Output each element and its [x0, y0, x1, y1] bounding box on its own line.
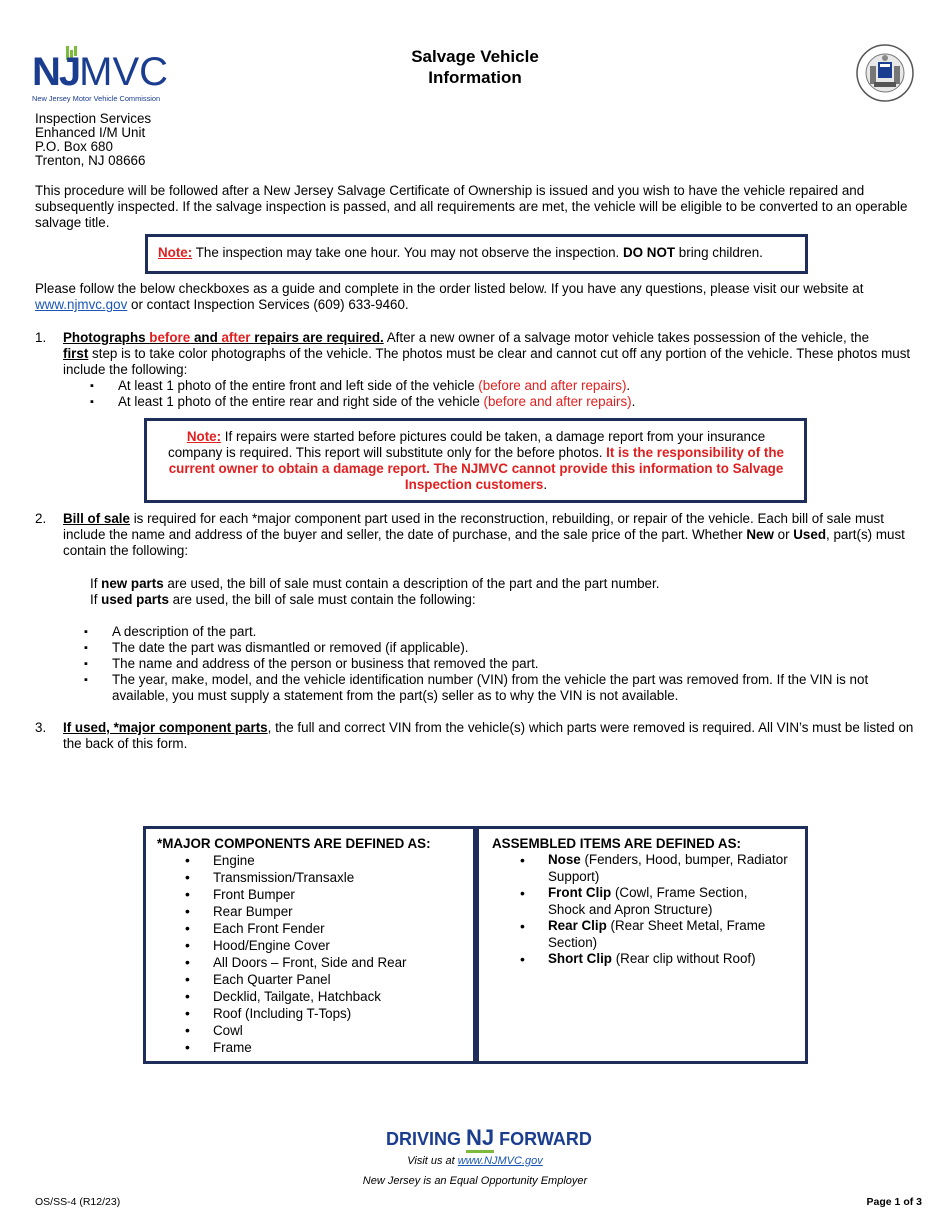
major-components-list [213, 852, 407, 1056]
list-item: ▪ At least 1 photo of the entire rear and right side of the vehicle (before and after repairs). [118, 394, 898, 410]
used-parts-line: If used parts are used, the bill of sale must contain the following: [90, 592, 476, 607]
footer-website-link[interactable]: www.NJMVC.gov [457, 1155, 543, 1167]
form-code: OS/SS-4 (R12/23) [35, 1196, 121, 1208]
note-label: Note: [158, 245, 193, 260]
logo-driving: DRIVING [386, 1129, 462, 1149]
list-item: • Nose (Fenders, Hood, bumper, Radiator Support) [548, 852, 788, 885]
assembled-items-box [476, 826, 808, 1064]
used-parts-requirements-list [112, 624, 912, 704]
list-item: ▪ The name and address of the person or business that removed the part. [112, 656, 912, 672]
list-item: • Short Clip (Rear clip without Roof) [548, 951, 788, 968]
logo-nj: NJ [32, 50, 80, 94]
address-line: Enhanced I/M Unit [35, 125, 146, 140]
address-line: Trenton, NJ 08666 [35, 153, 146, 168]
list-item: • Each Quarter Panel [213, 971, 407, 988]
item-number: 3. [35, 720, 47, 735]
assembled-items-title: ASSEMBLED ITEMS ARE DEFINED AS: [492, 836, 741, 851]
photo-requirements-list [118, 378, 898, 410]
list-item: • Hood/Engine Cover [213, 937, 407, 954]
item-photographs: Photographs before and after repairs are required. After a new owner of a salvage motor vehicle takes possession of the vehicle, the first step is to take color photographs of the vehicle. The photos must be clear and cannot cut off any portion of the vehicle. These photos must include the following: [63, 330, 911, 377]
note-box-inspection [145, 234, 808, 274]
address-line: Inspection Services [35, 111, 152, 126]
item-number: 1. [35, 330, 47, 345]
address-block [35, 112, 151, 168]
page-number: Page 1 of 3 [866, 1196, 922, 1208]
title-line-2: Information [428, 68, 522, 87]
list-item: ▪ The date the part was dismantled or removed (if applicable). [112, 640, 912, 656]
new-parts-line: If new parts are used, the bill of sale must contain a description of the part and the part number. [90, 576, 660, 591]
driving-forward-logo [386, 1124, 592, 1152]
page-title [300, 46, 650, 88]
list-item: • Cowl [213, 1022, 407, 1039]
list-item: ▪ A description of the part. [112, 624, 912, 640]
list-item: • All Doors – Front, Side and Rear [213, 954, 407, 971]
item-bill-of-sale-heading: Bill of sale [63, 511, 130, 526]
list-item: • Rear Bumper [213, 903, 407, 920]
note-box-damage-report [144, 418, 807, 503]
logo-tagline: New Jersey Motor Vehicle Commission [32, 94, 161, 103]
major-components-title: *MAJOR COMPONENTS ARE DEFINED AS: [157, 836, 431, 851]
list-item: • Engine [213, 852, 407, 869]
major-components-box [143, 826, 476, 1064]
item-bill-of-sale: Bill of sale is required for each *major component part used in the reconstruction, rebuilding, or repair of the vehicle. Each bill of sale must include the name and address of the buyer and seller, the date of purchase, and the sale price of the part. Whether New or Used, part(s) must contain the following: [63, 511, 905, 558]
title-line-1: Salvage Vehicle [411, 47, 539, 66]
list-item: • Frame [213, 1039, 407, 1056]
njmvc-logo [32, 44, 182, 106]
logo-mvc: MVC [79, 50, 169, 94]
list-item: • Front Clip (Cowl, Frame Section, Shock and Apron Structure) [548, 885, 788, 918]
website-link[interactable]: www.njmvc.gov [35, 297, 128, 312]
item-photographs-heading: Photographs before and after repairs are required. [63, 330, 384, 345]
note-label: Note: [186, 429, 222, 444]
seal-icon [856, 44, 914, 102]
logo-forward: FORWARD [499, 1129, 592, 1149]
logo-nj-mark: NJ [466, 1125, 494, 1153]
eoe-statement: New Jersey is an Equal Opportunity Employer [362, 1175, 588, 1187]
list-item: • Rear Clip (Rear Sheet Metal, Frame Section) [548, 918, 788, 951]
note-text: Note: The inspection may take one hour. You may not observe the inspection. DO NOT bring children. [158, 245, 763, 260]
note-text: Note: If repairs were started before pictures could be taken, a damage report from your insurance company is required. This report will substitute only for the before photos. It is the responsibility of the current owner to obtain a damage report. The NJMVC cannot provide this information to Salvage Inspection customers. [168, 429, 784, 492]
list-item: • Each Front Fender [213, 920, 407, 937]
list-item: ▪ The year, make, model, and the vehicle identification number (VIN) from the vehicle the part was removed from. If the VIN is not available, you must supply a statement from the part(s) seller as to why the VIN is not available. [112, 672, 912, 704]
list-item: • Roof (Including T-Tops) [213, 1005, 407, 1022]
item-major-components-heading: If used, *major component parts [63, 720, 268, 735]
item-number: 2. [35, 511, 47, 526]
item-major-components: If used, *major component parts, the full and correct VIN from the vehicle(s) which parts were removed is required. All VIN’s must be listed on the back of this form. [63, 720, 914, 751]
list-item: ▪ At least 1 photo of the entire front and left side of the vehicle (before and after repairs). [118, 378, 898, 394]
assembled-items-list [548, 852, 788, 968]
list-item: • Transmission/Transaxle [213, 869, 407, 886]
list-item: • Decklid, Tailgate, Hatchback [213, 988, 407, 1005]
list-item: • Front Bumper [213, 886, 407, 903]
instructions-paragraph: Please follow the below checkboxes as a guide and complete in the order listed below. If you have any questions, please visit our website at www.njmvc.gov or contact Inspection Services (609) 633-9460. [35, 281, 864, 312]
visit-line: Visit us at www.NJMVC.gov [407, 1155, 543, 1167]
intro-paragraph: This procedure will be followed after a New Jersey Salvage Certificate of Ownership is issued and you wish to have the vehicle repaired and subsequently inspected. If the salvage inspection is passed, and all requirements are met, the vehicle will be eligible to be converted to an operable salvage title. [35, 183, 908, 230]
address-line: P.O. Box 680 [35, 139, 113, 154]
state-seal [856, 44, 914, 102]
